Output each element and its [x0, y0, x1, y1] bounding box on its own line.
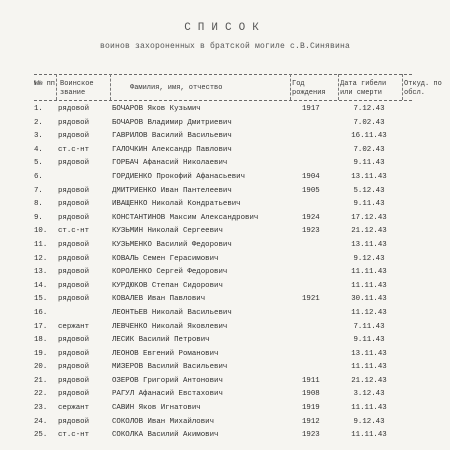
cell-date: 11.11.43 [351, 431, 387, 440]
cell-num: 16. [34, 308, 48, 317]
table-row [0, 348, 450, 362]
cell-rank: рядовой [58, 349, 90, 358]
cell-num: 1. [34, 105, 43, 113]
cell-name: КУЗЬМЕНКО Василий Федорович [112, 240, 232, 249]
cell-name: БОЧАРОВ Яков Кузьмич [112, 105, 201, 113]
column-divider [110, 74, 111, 100]
cell-rank: ст.с-нт [58, 145, 90, 154]
cell-year: 1905 [302, 186, 320, 195]
cell-num: 22. [34, 390, 48, 399]
cell-num: 19. [34, 349, 48, 358]
table-row [0, 185, 450, 199]
table-row [0, 117, 450, 131]
cell-rank: рядовой [58, 376, 90, 385]
table-row [0, 225, 450, 239]
table-row [0, 429, 450, 443]
cell-name: КОНСТАНТИНОВ Максим Александрович [112, 213, 259, 222]
cell-num: 18. [34, 336, 48, 345]
table-row [0, 334, 450, 348]
table-row [0, 103, 450, 117]
cell-rank: рядовой [58, 363, 90, 372]
cell-num: 24. [34, 417, 48, 426]
header-name: Фамилия, имя, отчество [130, 84, 223, 92]
header-location: Откуд. по обсл. [404, 80, 442, 97]
cell-name: БОЧАРОВ Владимир Дмитриевич [112, 118, 232, 127]
table-row [0, 293, 450, 307]
cell-num: 8. [34, 200, 43, 209]
cell-name: КОВАЛЕВ Иван Павлович [112, 295, 206, 304]
cell-date: 5.12.43 [353, 186, 385, 195]
column-divider [338, 74, 339, 100]
cell-year: 1917 [302, 105, 320, 113]
cell-name: МИЗЕРОВ Василий Васильевич [112, 363, 228, 372]
header-date: Дата гибели или смерти [340, 80, 387, 97]
cell-name: ЛЕВЧЕНКО Николай Яковлевич [112, 322, 228, 331]
cell-date: 7.02.43 [353, 145, 385, 154]
cell-year: 1921 [302, 295, 320, 304]
table-row [0, 239, 450, 253]
cell-name: ГОРБАЧ Афанасий Николаевич [112, 159, 228, 168]
cell-date: 9.12.43 [353, 254, 385, 263]
cell-date: 11.11.43 [351, 363, 387, 372]
cell-date: 9.11.43 [353, 200, 385, 209]
cell-year: 1904 [302, 172, 320, 181]
cell-name: СОКОЛОВ Иван Михайлович [112, 417, 215, 426]
cell-date: 9.12.43 [353, 417, 385, 426]
cell-rank: рядовой [58, 186, 90, 195]
cell-year: 1924 [302, 213, 320, 222]
cell-name: ДМИТРИЕНКО Иван Пантелеевич [112, 186, 232, 195]
cell-num: 13. [34, 268, 48, 277]
cell-num: 7. [34, 186, 43, 195]
cell-name: ГАЛОЧКИН Александр Павлович [112, 145, 232, 154]
cell-date: 17.12.43 [351, 213, 387, 222]
cell-year: 1919 [302, 404, 320, 413]
cell-num: 20. [34, 363, 48, 372]
cell-date: 13.11.43 [351, 240, 387, 249]
cell-rank: рядовой [58, 336, 90, 345]
table-row [0, 402, 450, 416]
cell-rank: сержант [58, 404, 90, 413]
cell-year: 1923 [302, 431, 320, 440]
cell-date: 11.11.43 [351, 281, 387, 290]
column-divider [56, 74, 57, 100]
table-row [0, 321, 450, 335]
cell-num: 25. [34, 431, 48, 440]
cell-num: 15. [34, 295, 48, 304]
cell-rank: ст.с-нт [58, 227, 90, 236]
cell-num: 9. [34, 213, 43, 222]
cell-rank: рядовой [58, 268, 90, 277]
cell-year: 1923 [302, 227, 320, 236]
cell-num: 3. [34, 132, 43, 141]
table-row [0, 157, 450, 171]
cell-date: 21.12.43 [351, 227, 387, 236]
cell-num: 5. [34, 159, 43, 168]
table-row [0, 130, 450, 144]
cell-num: 17. [34, 322, 48, 331]
cell-name: ЛЕОНОВ Евгений Романович [112, 349, 219, 358]
cell-name: СОКОЛКА Василий Акимович [112, 431, 219, 440]
cell-name: САВИН Яков Игнатович [112, 404, 201, 413]
cell-name: ГАВРИЛОВ Василий Васильевич [112, 132, 232, 141]
cell-date: 9.11.43 [353, 336, 385, 345]
cell-num: 14. [34, 281, 48, 290]
document-title: СПИСОК [184, 22, 266, 34]
table-row [0, 198, 450, 212]
cell-rank: рядовой [58, 281, 90, 290]
table-row [0, 253, 450, 267]
header-year: Год рождения [292, 80, 326, 97]
cell-rank: сержант [58, 322, 90, 331]
cell-num: 4. [34, 145, 43, 154]
cell-date: 7.12.43 [353, 105, 385, 113]
table-row [0, 212, 450, 226]
cell-name: ЛЕОНТЬЕВ Николай Васильевич [112, 308, 232, 317]
cell-name: КОВАЛЬ Семен Герасимович [112, 254, 219, 263]
column-divider [290, 74, 291, 100]
cell-year: 1911 [302, 376, 320, 385]
cell-name: ИВАЩЕНКО Николай Кондратьевич [112, 200, 241, 209]
cell-date: 11.12.43 [351, 308, 387, 317]
table-row [0, 307, 450, 321]
cell-date: 16.11.43 [351, 132, 387, 141]
cell-date: 21.12.43 [351, 376, 387, 385]
cell-date: 13.11.43 [351, 349, 387, 358]
cell-rank: ст.с-нт [58, 431, 90, 440]
cell-rank: рядовой [58, 213, 90, 222]
column-divider [402, 74, 403, 100]
cell-num: 6. [34, 172, 43, 181]
cell-num: 12. [34, 254, 48, 263]
table-row [0, 361, 450, 375]
cell-rank: рядовой [58, 118, 90, 127]
cell-date: 13.11.43 [351, 172, 387, 181]
cell-rank: рядовой [58, 132, 90, 141]
cell-num: 23. [34, 404, 48, 413]
cell-name: ОЗЕРОВ Григорий Антонович [112, 376, 223, 385]
cell-date: 7.02.43 [353, 118, 385, 127]
table-row [0, 416, 450, 430]
table-row [0, 171, 450, 185]
cell-date: 9.11.43 [353, 159, 385, 168]
table-row [0, 375, 450, 389]
cell-num: 11. [34, 240, 48, 249]
cell-rank: рядовой [58, 200, 90, 209]
header-rank: Воинское звание [60, 80, 94, 97]
cell-rank: рядовой [58, 105, 90, 113]
cell-num: 10. [34, 227, 48, 236]
cell-rank: рядовой [58, 295, 90, 304]
cell-name: КУЗЬМИН Николай Сергеевич [112, 227, 223, 236]
document-subtitle: воинов захороненных в братской могиле с.В.Синявина [99, 42, 351, 51]
cell-num: 21. [34, 376, 48, 385]
cell-year: 1908 [302, 390, 320, 399]
cell-year: 1912 [302, 417, 320, 426]
cell-num: 2. [34, 118, 43, 127]
header-num: №№ пп [34, 80, 56, 88]
cell-date: 11.11.43 [351, 268, 387, 277]
table-row [0, 144, 450, 158]
cell-date: 3.12.43 [353, 390, 385, 399]
cell-rank: рядовой [58, 159, 90, 168]
table-row [0, 266, 450, 280]
burial-list-table [0, 103, 450, 443]
cell-date: 11.11.43 [351, 404, 387, 413]
cell-rank: рядовой [58, 254, 90, 263]
cell-name: ГОРДИЕНКО Прокофий Афанасьевич [112, 172, 246, 181]
header-top-rule [34, 74, 412, 75]
cell-name: КОРОЛЕНКО Сергей Федорович [112, 268, 228, 277]
cell-rank: рядовой [58, 390, 90, 399]
cell-name: ЛЕСИК Василий Петрович [112, 336, 210, 345]
cell-rank: рядовой [58, 240, 90, 249]
table-row [0, 280, 450, 294]
table-row [0, 388, 450, 402]
cell-name: РАГУЛ Афанасий Евстахович [112, 390, 223, 399]
cell-name: КУРДЮКОВ Степан Сидорович [112, 281, 223, 290]
cell-date: 7.11.43 [353, 322, 385, 331]
cell-date: 30.11.43 [351, 295, 387, 304]
cell-rank: рядовой [58, 417, 90, 426]
header-bottom-rule [34, 100, 412, 101]
